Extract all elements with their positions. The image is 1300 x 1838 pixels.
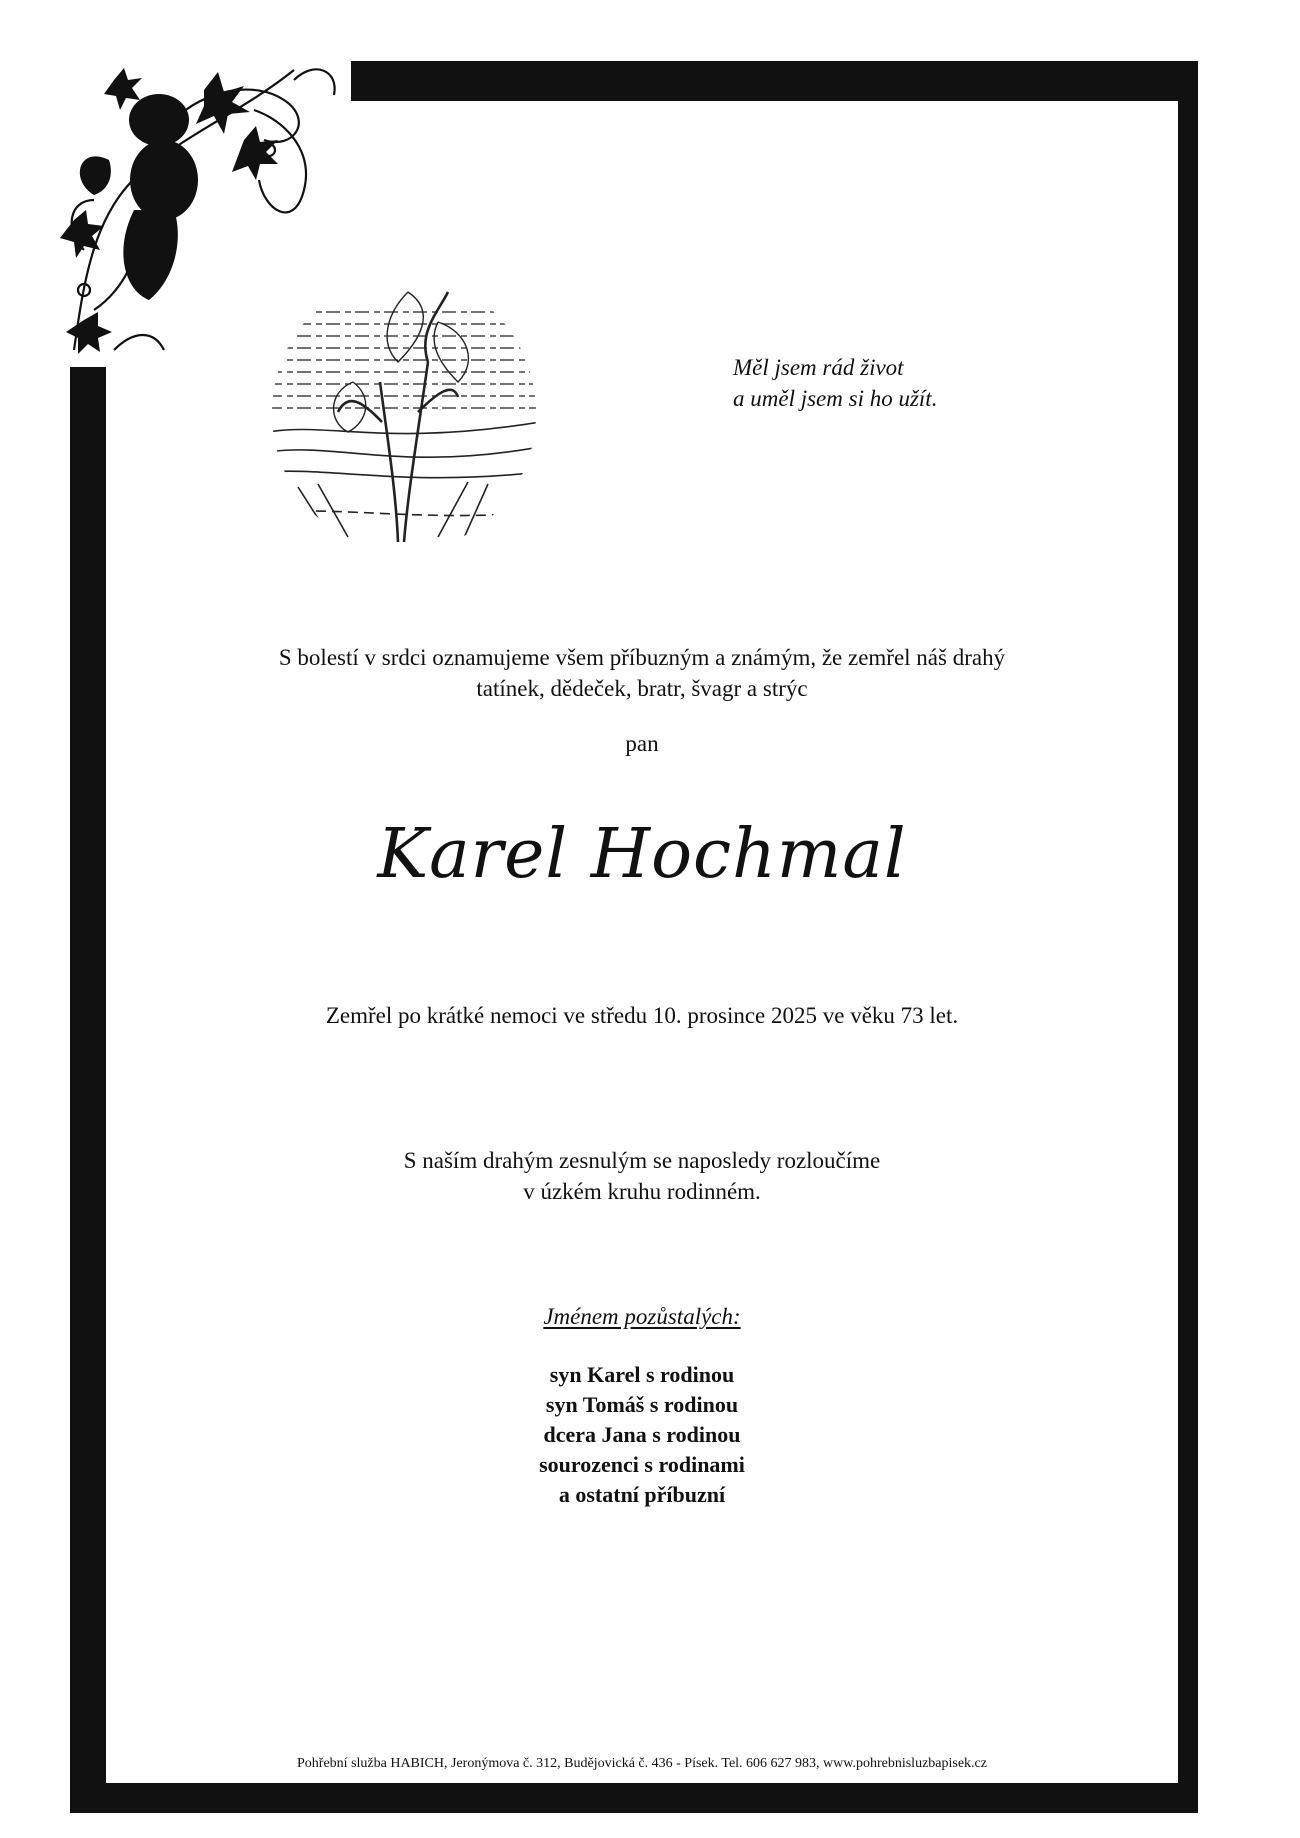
death-notice: Zemřel po krátké nemoci ve středu 10. prosince 2025 ve věku 73 let. <box>325 1003 959 1028</box>
title-word: pan <box>625 731 659 756</box>
deceased-name: Karel Hochmal <box>377 815 907 894</box>
survivors-heading <box>106 1304 1178 1330</box>
mourning-border-top <box>351 61 1198 101</box>
farewell-notice <box>106 1145 1178 1207</box>
survivors-list <box>106 1360 1178 1510</box>
announcement-line-2: tatínek, dědeček, bratr, švagr a strýc <box>476 676 808 701</box>
survivor-item: a ostatní příbuzní <box>558 1482 726 1507</box>
mourning-border-left <box>70 367 106 1813</box>
farewell-line-2: v úzkém kruhu rodinném. <box>523 1179 761 1204</box>
mourning-border-right <box>1178 61 1198 1813</box>
motto <box>733 352 1063 414</box>
motto-line-2: a uměl jsem si ho užít. <box>733 386 938 411</box>
survivor-item: sourozenci s rodinami <box>539 1452 745 1477</box>
survivor-item: syn Tomáš s rodinou <box>545 1392 739 1417</box>
farewell-line-1: S naším drahým zesnulým se naposledy rozloučíme <box>403 1148 881 1173</box>
motto-line-1: Měl jsem rád život <box>733 355 904 380</box>
tree-landscape-engraving-icon <box>268 272 540 554</box>
survivor-item: dcera Jana s rodinou <box>543 1422 741 1447</box>
survivors-heading-text: Jménem pozůstalých: <box>543 1304 741 1329</box>
funeral-service-footer: Pohřební služba HABICH, Jeronýmova č. 312, Budějovická č. 436 - Písek. Tel. 606 627 983, www.pohrebnisluzbapisek.cz <box>297 1756 987 1771</box>
survivor-item: syn Karel s rodinou <box>549 1362 735 1387</box>
announcement <box>106 642 1178 704</box>
announcement-line-1: S bolestí v srdci oznamujeme všem příbuzným a známým, že zemřel náš drahý <box>278 645 1006 670</box>
mourning-border-bottom <box>70 1783 1198 1813</box>
